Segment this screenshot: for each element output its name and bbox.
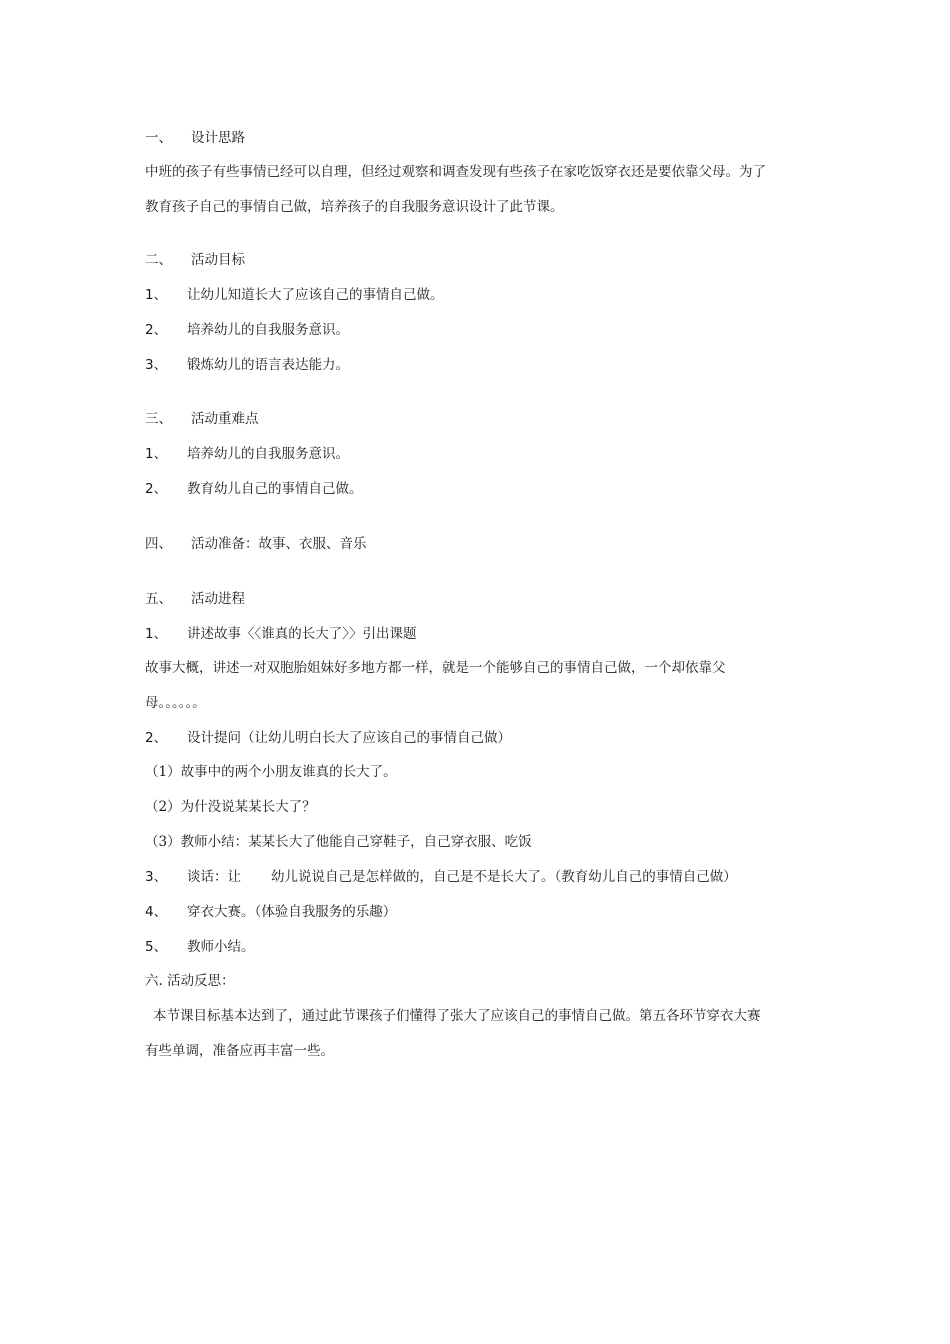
section-3-heading <box>145 410 259 428</box>
section-title: 活动准备：故事、衣服、音乐 <box>191 536 367 552</box>
list-item <box>145 729 511 747</box>
item-text: 谈话：让 <box>187 869 241 885</box>
item-number: 2、 <box>145 322 168 338</box>
item-text: 培养幼儿的自我服务意识。 <box>187 322 349 338</box>
paragraph: 母。。。。。。 <box>145 695 206 711</box>
section-number: 三、 <box>145 411 172 427</box>
section-title: 活动目标 <box>191 252 245 268</box>
section-number: 一、 <box>145 130 172 146</box>
item-text: 设计提问（让幼儿明白长大了应该自己的事情自己做） <box>187 730 511 746</box>
item-number: 5、 <box>145 939 168 955</box>
section-2-heading <box>145 251 245 269</box>
list-item <box>145 286 444 304</box>
paragraph-text: 本节课目标基本达到了，通过此节课孩子们懂得了张大了应该自己的事情自己做。第五各环节穿衣大赛 <box>153 1008 761 1024</box>
item-number: 3、 <box>145 357 168 373</box>
paragraph <box>145 1007 761 1025</box>
list-item <box>145 868 737 886</box>
list-item <box>145 445 349 463</box>
question-item: （1）故事中的两个小朋友谁真的长大了。 <box>145 764 397 780</box>
list-item <box>145 480 363 498</box>
section-title: 活动重难点 <box>191 411 259 427</box>
paragraph: 教育孩子自己的事情自己做，培养孩子的自我服务意识设计了此节课。 <box>145 199 564 215</box>
section-title: 活动进程 <box>191 591 245 607</box>
item-number: 2、 <box>145 730 168 746</box>
item-number: 1、 <box>145 287 168 303</box>
item-text: 穿衣大赛。（体验自我服务的乐趣） <box>187 904 397 920</box>
item-number: 1、 <box>145 446 168 462</box>
item-text: 锻炼幼儿的语言表达能力。 <box>187 357 349 373</box>
item-number: 2、 <box>145 481 168 497</box>
item-text: 讲述故事〈〈谁真的长大了〉〉引出课题 <box>187 626 417 642</box>
paragraph: 中班的孩子有些事情已经可以自理，但经过观察和调查发现有些孩子在家吃饭穿衣还是要依靠父母。为了 <box>145 164 766 180</box>
section-6-heading: 六. 活动反思： <box>145 973 235 989</box>
item-text: 培养幼儿的自我服务意识。 <box>187 446 349 462</box>
list-item <box>145 903 396 921</box>
item-number: 3、 <box>145 869 168 885</box>
section-number: 四、 <box>145 536 172 552</box>
item-text: 教师小结。 <box>187 939 255 955</box>
item-text-continued: 幼儿说说自己是怎样做的，自己是不是长大了。（教育幼儿自己的事情自己做） <box>271 869 737 885</box>
paragraph: 有些单调，准备应再丰富一些。 <box>145 1043 334 1059</box>
section-title: 设计思路 <box>191 130 245 146</box>
paragraph: 故事大概，讲述一对双胞胎姐妹好多地方都一样，就是一个能够自己的事情自己做，一个却依靠父 <box>145 660 726 676</box>
list-item <box>145 938 255 956</box>
item-number: 1、 <box>145 626 168 642</box>
section-5-heading <box>145 590 245 608</box>
question-item: （3）教师小结：某某长大了他能自己穿鞋子，自己穿衣服、吃饭 <box>145 834 532 850</box>
item-text: 让幼儿知道长大了应该自己的事情自己做。 <box>187 287 444 303</box>
section-4-heading <box>145 535 367 553</box>
section-1-heading <box>145 129 245 147</box>
item-number: 4、 <box>145 904 168 920</box>
list-item <box>145 356 349 374</box>
item-text: 教育幼儿自己的事情自己做。 <box>187 481 363 497</box>
section-number: 二、 <box>145 252 172 268</box>
question-item: （2）为什没说某某长大了？ <box>145 799 316 815</box>
list-item <box>145 625 417 643</box>
section-number: 五、 <box>145 591 172 607</box>
list-item <box>145 321 349 339</box>
